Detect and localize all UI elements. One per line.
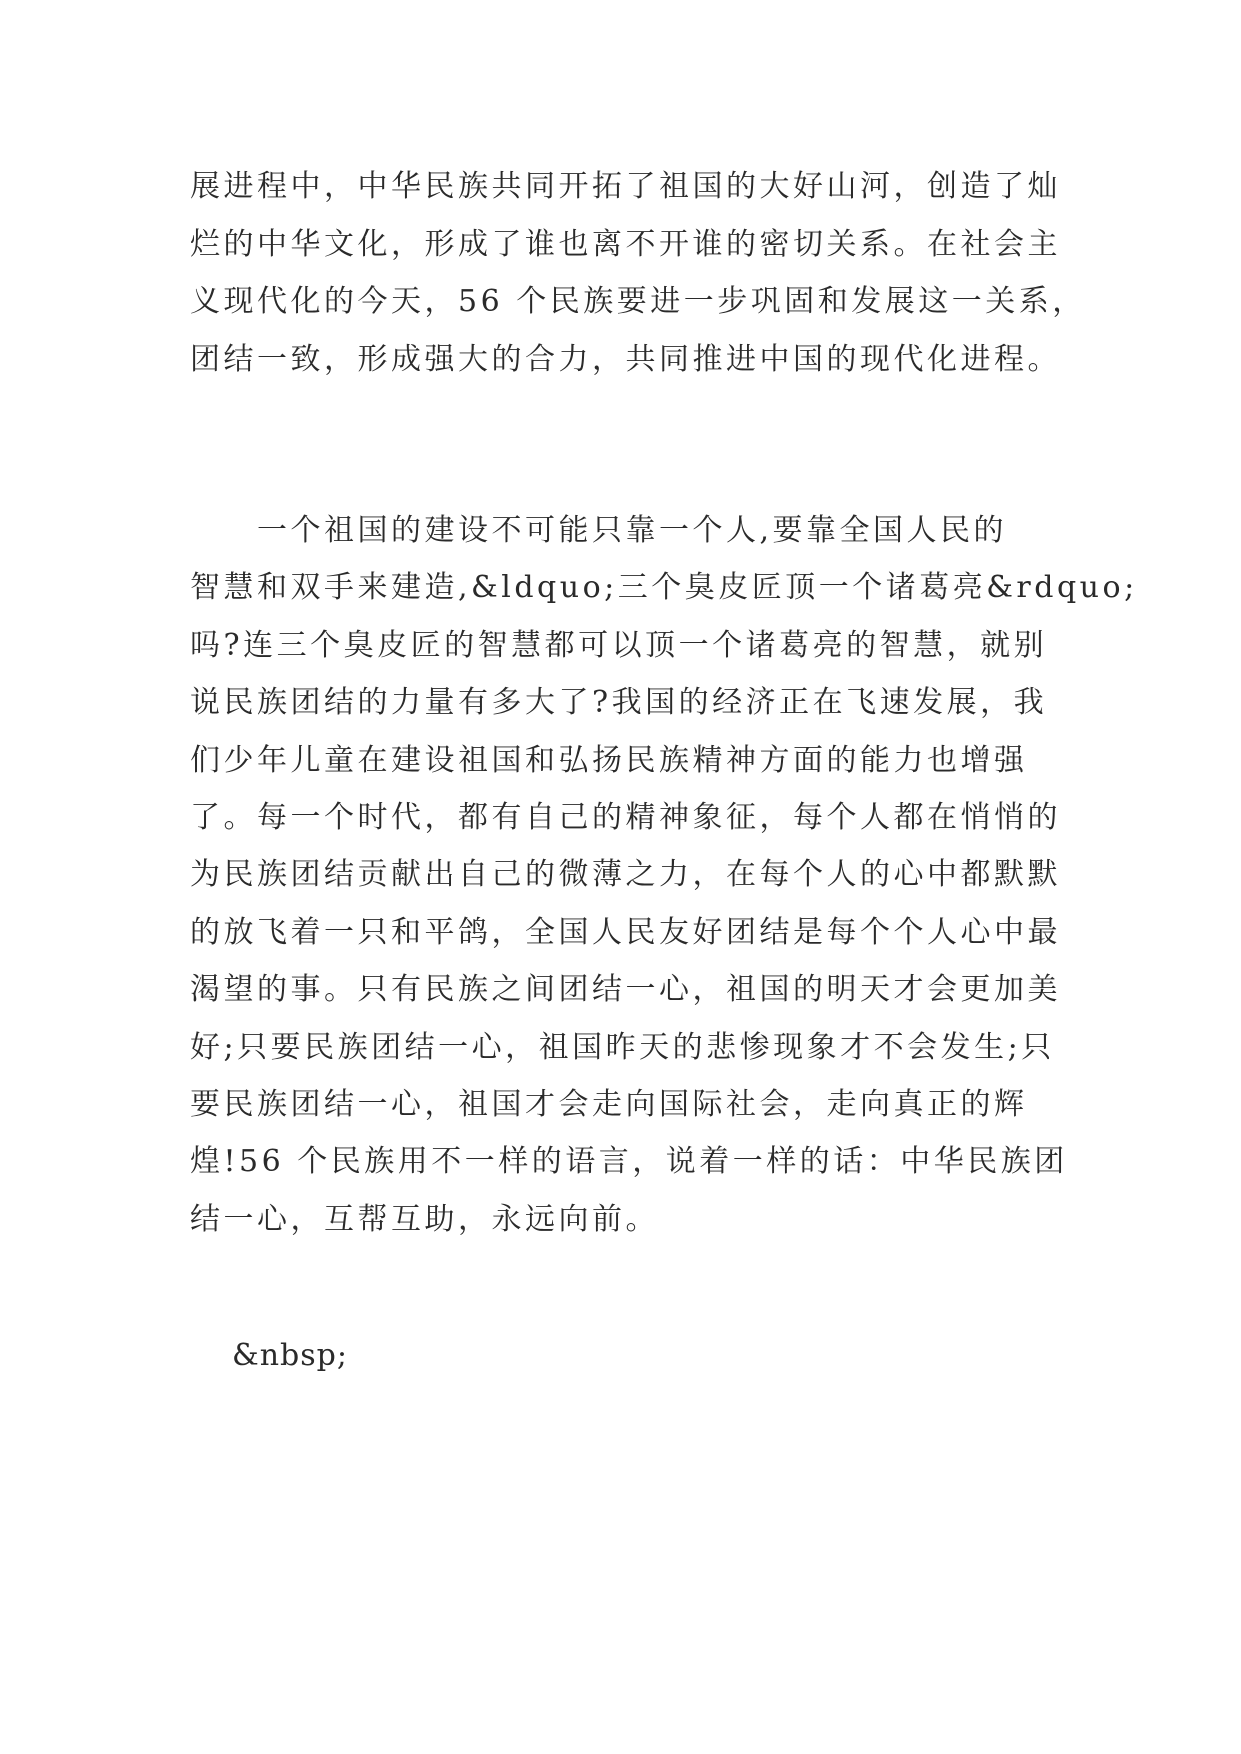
paragraph-line: 煌!56 个民族用不一样的语言，说着一样的话：中华民族团	[190, 1144, 1068, 1180]
paragraph-line: 义现代化的今天，56 个民族要进一步巩固和发展这一关系，	[190, 284, 1086, 319]
paragraph-line: 团结一致，形成强大的合力，共同推进中国的现代化进程。	[190, 341, 1061, 377]
paragraph-line: 要民族团结一心，祖国才会走向国际社会，走向真正的辉	[190, 1086, 1028, 1122]
trailing-entity-text: &nbsp;	[232, 1338, 348, 1373]
paragraph-line: 展进程中，中华民族共同开拓了祖国的大好山河，创造了灿	[190, 169, 1061, 204]
paragraph-line: 说民族团结的力量有多大了?我国的经济正在飞速发展，我	[190, 685, 1048, 721]
paragraph-line: 为民族团结贡献出自己的微薄之力，在每个人的心中都默默	[190, 857, 1061, 893]
paragraph-line: 渴望的事。只有民族之间团结一心，祖国的明天才会更加美	[190, 972, 1061, 1008]
paragraph-1	[190, 158, 1086, 388]
paragraph-line: 烂的中华文化，形成了谁也离不开谁的密切关系。在社会主	[190, 226, 1061, 262]
paragraph-line: 吗?连三个臭皮匠的智慧都可以顶一个诸葛亮的智慧，就别	[190, 627, 1048, 663]
paragraph-line: 了。每一个时代，都有自己的精神象征，每个人都在悄悄的	[190, 799, 1061, 835]
paragraph-line: 们少年儿童在建设祖国和弘扬民族精神方面的能力也增强	[190, 742, 1028, 778]
paragraph-line: 一个祖国的建设不可能只靠一个人,要靠全国人民的	[190, 513, 1008, 548]
paragraph-line: 智慧和双手来建造,&ldquo;三个臭皮匠顶一个诸葛亮&rdquo;	[190, 570, 1138, 606]
paragraph-line: 好;只要民族团结一心，祖国昨天的悲惨现象才不会发生;只	[190, 1029, 1055, 1065]
paragraph-2	[190, 502, 1138, 1248]
paragraph-line: 结一心，互帮互助，永远向前。	[190, 1201, 659, 1237]
paragraph-line: 的放飞着一只和平鸽，全国人民友好团结是每个个人心中最	[190, 914, 1061, 950]
